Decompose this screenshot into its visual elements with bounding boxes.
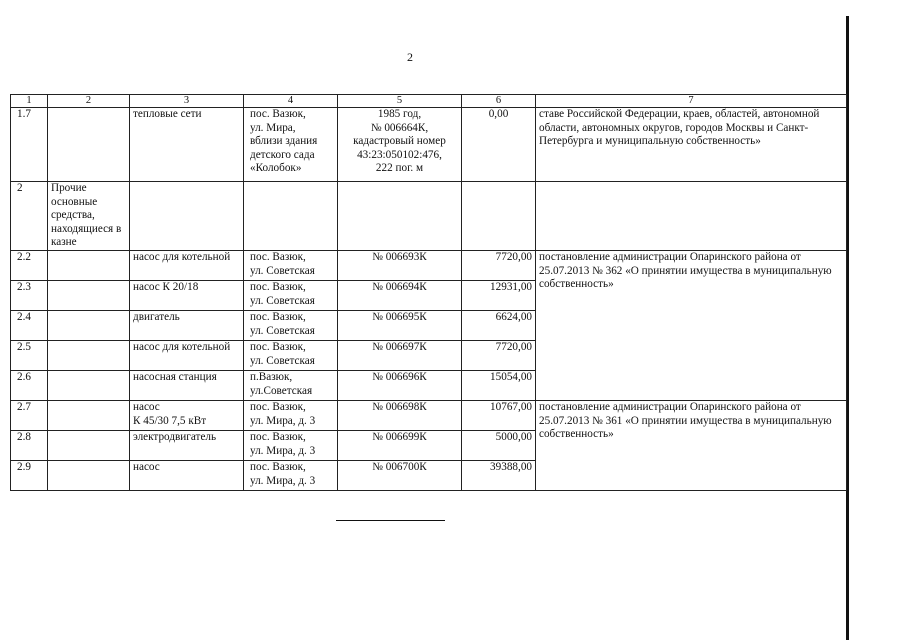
group-cell: Прочие основные средства, находящиеся в казне [48, 182, 130, 251]
table-row [11, 108, 847, 182]
table-row [11, 400, 847, 430]
row-number: 2.2 [11, 250, 48, 280]
item-value: 6624,00 [462, 310, 536, 340]
item-value: 0,00 [462, 108, 536, 182]
item-address: пос. Вазюк, ул. Советская [244, 280, 338, 310]
row-number: 2.7 [11, 400, 48, 430]
item-name: насосная станция [130, 370, 244, 400]
item-address: п.Вазюк, ул.Советская [244, 370, 338, 400]
item-value: 15054,00 [462, 370, 536, 400]
item-name [130, 182, 244, 251]
item-name: насос для котельной [130, 340, 244, 370]
row-number: 2.3 [11, 280, 48, 310]
closing-rule [336, 520, 445, 521]
item-name: насос [130, 460, 244, 490]
item-value [462, 182, 536, 251]
basis-text: ставе Российской Федерации, краев, областей, автономной области, автономных округов, городов Москвы и Санкт-Петербурга и муниципальную собственность» [536, 108, 847, 182]
item-address [244, 182, 338, 251]
group-cell [48, 370, 130, 400]
item-value: 7720,00 [462, 250, 536, 280]
group-cell [48, 310, 130, 340]
item-name: тепловые сети [130, 108, 244, 182]
item-value: 39388,00 [462, 460, 536, 490]
row-number: 2.9 [11, 460, 48, 490]
row-number: 2.6 [11, 370, 48, 400]
basis-text: постановление администрации Опаринского района от 25.07.2013 № 361 «О принятии имущества в муниципальную собственность» [536, 400, 847, 490]
group-cell [48, 250, 130, 280]
table-row [11, 250, 847, 280]
row-number: 1.7 [11, 108, 48, 182]
page-number: 2 [407, 50, 413, 64]
property-register-table [10, 94, 847, 491]
item-details: № 006698К [338, 400, 462, 430]
item-details: № 006693К [338, 250, 462, 280]
item-value: 7720,00 [462, 340, 536, 370]
header-cell: 2 [48, 95, 130, 108]
header-cell: 6 [462, 95, 536, 108]
item-name: насос для котельной [130, 250, 244, 280]
item-name: электродвигатель [130, 430, 244, 460]
item-details: № 006700К [338, 460, 462, 490]
item-value: 5000,00 [462, 430, 536, 460]
item-value: 12931,00 [462, 280, 536, 310]
item-details [338, 182, 462, 251]
header-cell: 3 [130, 95, 244, 108]
item-details: № 006699К [338, 430, 462, 460]
item-name: двигатель [130, 310, 244, 340]
group-cell [48, 108, 130, 182]
item-value: 10767,00 [462, 400, 536, 430]
item-details: 1985 год, № 006664К, кадастровый номер 43:23:050102:476, 222 пог. м [338, 108, 462, 182]
item-name: насос К 20/18 [130, 280, 244, 310]
row-number: 2.5 [11, 340, 48, 370]
item-details: № 006697К [338, 340, 462, 370]
item-details: № 006694К [338, 280, 462, 310]
row-number: 2.8 [11, 430, 48, 460]
header-cell: 5 [338, 95, 462, 108]
item-address: пос. Вазюк, ул. Мира, вблизи здания детского сада «Колобок» [244, 108, 338, 182]
row-number: 2.4 [11, 310, 48, 340]
header-cell: 4 [244, 95, 338, 108]
table-header-row [11, 95, 847, 108]
row-number: 2 [11, 182, 48, 251]
header-cell: 1 [11, 95, 48, 108]
group-cell [48, 280, 130, 310]
group-cell [48, 460, 130, 490]
item-address: пос. Вазюк, ул. Мира, д. 3 [244, 400, 338, 430]
item-address: пос. Вазюк, ул. Советская [244, 250, 338, 280]
item-address: пос. Вазюк, ул. Мира, д. 3 [244, 430, 338, 460]
group-cell [48, 430, 130, 460]
header-cell: 7 [536, 95, 847, 108]
item-details: № 006696К [338, 370, 462, 400]
item-name: насос К 45/30 7,5 кВт [130, 400, 244, 430]
basis-text [536, 182, 847, 251]
group-cell [48, 340, 130, 370]
item-address: пос. Вазюк, ул. Мира, д. 3 [244, 460, 338, 490]
item-address: пос. Вазюк, ул. Советская [244, 310, 338, 340]
basis-text: постановление администрации Опаринского района от 25.07.2013 № 362 «О принятии имущества в муниципальную собственность» [536, 250, 847, 400]
table-row [11, 182, 847, 251]
item-details: № 006695К [338, 310, 462, 340]
item-address: пос. Вазюк, ул. Советская [244, 340, 338, 370]
group-cell [48, 400, 130, 430]
